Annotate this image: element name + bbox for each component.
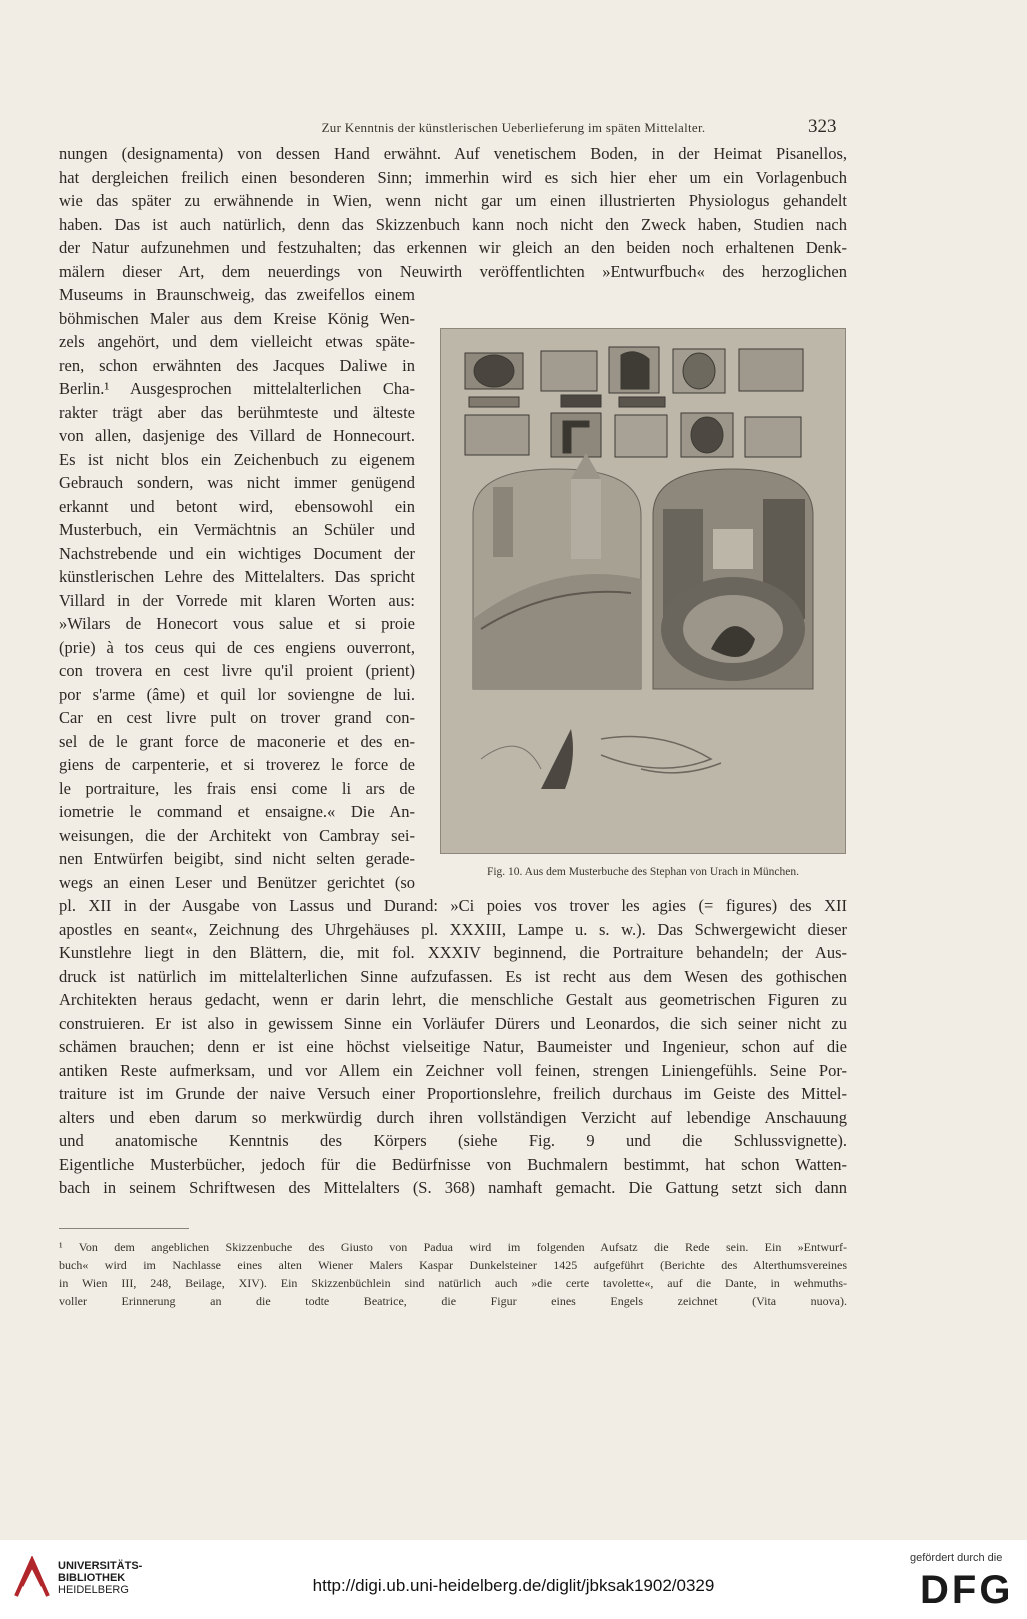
text-line: nen Entwürfen beigibt, sind nicht selten gerade-: [59, 849, 415, 868]
text-line: erkannt und betont wird, ebensowohl ein: [59, 496, 415, 516]
text-line: böhmischen Maler aus dem Kreise König Wen-: [59, 308, 415, 328]
text-line: Villard in der Vorrede mit klaren Worten aus:: [59, 590, 415, 610]
text-line: traiture ist im Grunde der naive Versuch einer Proportionslehre, freilich durchaus im Geiste des Mittel-: [59, 1084, 847, 1103]
text-line: weisungen, die der Architekt von Cambray sei-: [59, 825, 415, 845]
footnote-line: ¹ Von dem angeblichen Skizzenbuche des Giusto von Padua wird im folgenden Aufsatz die Rede sein. Ein »Entwurf-: [59, 1240, 847, 1254]
text-line: Car en cest livre pult on trover grand con-: [59, 708, 415, 727]
text-line: rakter trägt aber das berühmteste und älteste: [59, 402, 415, 422]
text-line: von allen, dasjenige des Villard de Honnecourt.: [59, 426, 415, 445]
text-line: Berlin.¹ Ausgesprochen mittelalterlichen Cha-: [59, 379, 415, 398]
footnotes: [59, 1238, 847, 1310]
text-line: der Natur aufzunehmen und festzuhalten; das erkennen wir gleich an den beiden noch erhaltenen Denk-: [59, 238, 847, 257]
body-text-bottom: [59, 894, 847, 1200]
text-line: wegs an einen Leser und Benützer gerichtet (so: [59, 872, 415, 892]
text-line: iometrie le command et ensaigne.« Die An-: [59, 802, 415, 821]
footnote-line: voller Erinnerung an die todte Beatrice, die Figur eines Engels zeichnet (Vita nuova).: [59, 1294, 847, 1308]
figure-illustration: [440, 328, 846, 854]
text-line: bach in seinem Schriftwesen des Mittelalters (S. 368) namhaft gemacht. Die Gattung setzt sich dann: [59, 1178, 847, 1197]
source-url-link[interactable]: http://digi.ub.uni-heidelberg.de/diglit/jbksak1902/0329: [312, 1576, 715, 1595]
text-line: apostles en seant«, Zeichnung des Uhrgehäuses pl. XXXIII, Lampe u. s. w.). Das Schwergewicht dieser: [59, 919, 847, 939]
text-line: Nachstrebende und ein wichtiges Document der: [59, 543, 415, 563]
funded-by-label: gefördert durch die: [910, 1552, 1003, 1564]
text-line: zels angehört, und dem vielleicht etwas späte-: [59, 332, 415, 351]
text-line: por s'arme (âme) et quil lor soviengne de lui.: [59, 684, 415, 704]
text-line: alters und eben darum so merkwürdig durch ihren vollständigen Verzicht auf lebendige Anschauung: [59, 1107, 847, 1127]
library-line-1: UNIVERSITÄTS-: [58, 1560, 143, 1572]
illuminated-initials-icon: [441, 329, 845, 853]
text-line: schämen brauchen; denn er ist eine höchst vielseitige Natur, Baumeister und Ingenieur, schon auf die: [59, 1037, 847, 1056]
text-line: haben. Das ist auch natürlich, denn das Skizzenbuch kann noch nicht den Zweck haben, Studien nach: [59, 214, 847, 234]
text-line: construieren. Er ist also in gewissem Sinne ein Vorläufer Dürers und Leonardos, die sich seiner nicht zu: [59, 1013, 847, 1033]
text-line: Es ist nicht blos ein Zeichenbuch zu eigenem: [59, 449, 415, 469]
text-line: con trovera en cest livre qu'il proient (prient): [59, 661, 415, 680]
text-line: »Wilars de Honecort vous salue et si proie: [59, 614, 415, 633]
footnote-line: buch« wird im Nachlasse eines alten Wiener Malers Kaspar Dunkelsteiner 1425 aufgeführt (Berichte des Alterthumsvereines: [59, 1258, 847, 1272]
text-line: sel de le grant force de maconerie et des en-: [59, 731, 415, 751]
text-line: Architekten heraus gedacht, wenn er darin lehrt, die menschliche Gestalt aus geometrischen Figuren zu: [59, 990, 847, 1009]
library-line-2: BIBLIOTHEK: [58, 1572, 126, 1584]
text-line: (prie) à tos ceus qui de ces engiens ouverront,: [59, 637, 415, 657]
text-line: Musterbuch, ein Vermächtnis an Schüler und: [59, 520, 415, 539]
dfg-logo: DFG: [920, 1568, 1014, 1612]
text-line: Kunstlehre liegt in den Blättern, die, mit fol. XXXIV beginnend, die Portraiture behandeln; der Aus-: [59, 943, 847, 962]
text-line: und anatomische Kenntnis des Körpers (siehe Fig. 9 und die Schlussvignette).: [59, 1131, 847, 1150]
page-number: 323: [808, 116, 837, 137]
text-line: druck ist natürlich im mittelalterlichen Sinne aufzufassen. Es ist recht aus dem Wesen des gothischen: [59, 966, 847, 986]
text-line: künstlerischen Lehre des Mittelalters. Das spricht: [59, 567, 415, 586]
footnote-rule: [59, 1228, 189, 1229]
running-head: Zur Kenntnis der künstlerischen Ueberlieferung im späten Mittelalter.: [321, 120, 706, 135]
text-line: ren, schon erwähnten des Jacques Daliwe in: [59, 355, 415, 375]
text-line: Eigentliche Musterbücher, jedoch für die Bedürfnisse von Buchmalern bestimmt, hat schon Watten-: [59, 1154, 847, 1174]
body-text-column: [59, 283, 415, 894]
text-line: wie das später zu erwähnende in Wien, wenn nicht gar um einen illustrierten Physiologus gehandelt: [59, 191, 847, 210]
footnote-line: in Wien III, 248, Beilage, XIV). Ein Skizzenbüchlein sind natürlich auch »die certe tavolette«, auf die Dante, in wehmuths-: [59, 1276, 847, 1290]
text-line: giens de carpenterie, et si troverez le force de: [59, 755, 415, 774]
body-text-top: [59, 142, 847, 283]
text-line: mälern dieser Art, dem neuerdings von Neuwirth veröffentlichten »Entwurfbuch« des herzoglichen: [59, 261, 847, 281]
text-line: hat dergleichen freilich einen besonderen Sinn; immerhin wird es sich hier eher um ein Vorlagenbuch: [59, 167, 847, 187]
text-line: pl. XII in der Ausgabe von Lassus und Durand: »Ci poies vos trover les agies (= figures) des XII: [59, 896, 847, 915]
library-line-3: HEIDELBERG: [58, 1584, 129, 1596]
text-line: le portraiture, les frais ensi come li ars de: [59, 778, 415, 798]
text-line: Gebrauch sondern, was nicht immer genügend: [59, 473, 415, 492]
figure-caption: Fig. 10. Aus dem Musterbuche des Stephan von Urach in München.: [486, 866, 800, 878]
text-line: nungen (designamenta) von dessen Hand erwähnt. Auf venetischem Boden, in der Heimat Pisanellos,: [59, 144, 847, 163]
text-line: antiken Reste aufmerksam, und vor Allem ein Zeichner voll feinen, strengen Liniengefühls. Seine Por-: [59, 1060, 847, 1080]
text-line: Museums in Braunschweig, das zweifellos einem: [59, 285, 415, 304]
